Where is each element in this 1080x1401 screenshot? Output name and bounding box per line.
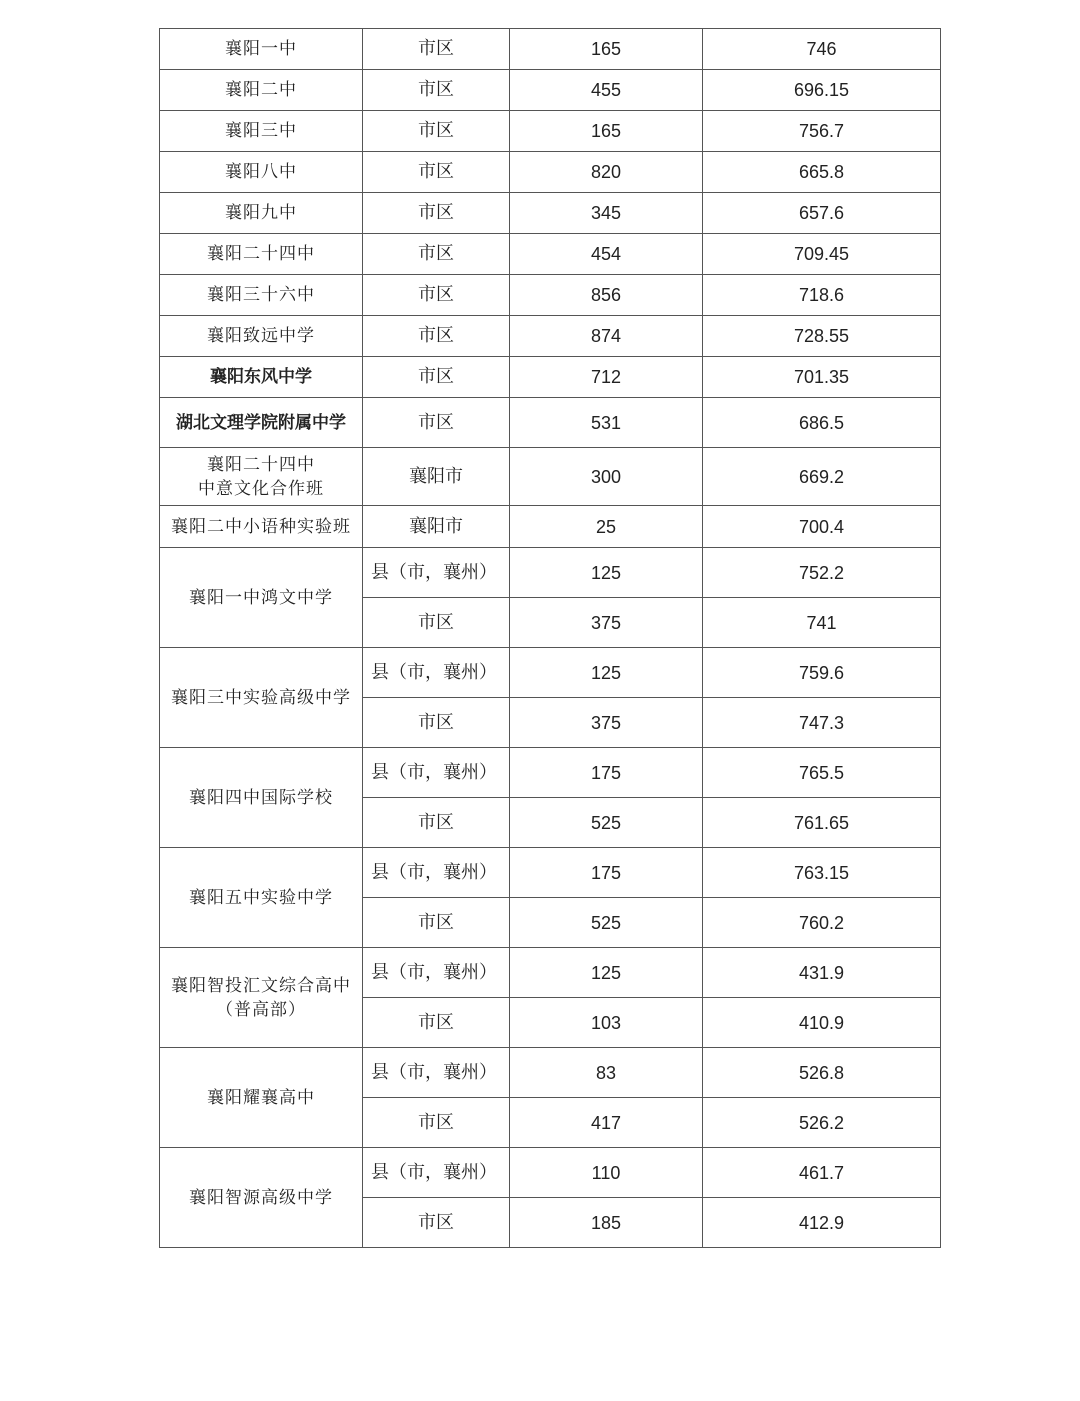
score-cell: 412.9: [703, 1198, 941, 1248]
area-cell: 市区: [363, 998, 510, 1048]
score-cell: 526.8: [703, 1048, 941, 1098]
table-row: [160, 1048, 941, 1098]
area-cell: 市区: [363, 398, 510, 448]
quota-cell: 125: [510, 948, 703, 998]
score-cell: 756.7: [703, 111, 941, 152]
school-name-cell: 襄阳一中鸿文中学: [160, 548, 363, 648]
school-name-cell: 襄阳八中: [160, 152, 363, 193]
table-row: [160, 648, 941, 698]
area-cell: 县（市，襄州）: [363, 1048, 510, 1098]
score-cell: 410.9: [703, 998, 941, 1048]
table-row: [160, 548, 941, 598]
table-row: [160, 357, 941, 398]
score-cell: 760.2: [703, 898, 941, 948]
score-cell: 752.2: [703, 548, 941, 598]
score-cell: 665.8: [703, 152, 941, 193]
quota-cell: 417: [510, 1098, 703, 1148]
school-name-cell: [160, 448, 363, 506]
school-name-line: 襄阳二十四中: [207, 454, 315, 475]
area-cell: 县（市，襄州）: [363, 548, 510, 598]
score-cell: 657.6: [703, 193, 941, 234]
table-row: [160, 70, 941, 111]
score-cell: 700.4: [703, 506, 941, 548]
area-cell: 县（市，襄州）: [363, 948, 510, 998]
score-cell: 765.5: [703, 748, 941, 798]
school-name-cell: 襄阳致远中学: [160, 316, 363, 357]
table-row: [160, 1148, 941, 1198]
school-name-cell: 襄阳智源高级中学: [160, 1148, 363, 1248]
quota-cell: 525: [510, 898, 703, 948]
table-row: [160, 234, 941, 275]
quota-cell: 175: [510, 848, 703, 898]
area-cell: 市区: [363, 70, 510, 111]
score-cell: 686.5: [703, 398, 941, 448]
school-name-line: 襄阳智投汇文综合高中: [171, 975, 351, 996]
quota-cell: 110: [510, 1148, 703, 1198]
quota-cell: 454: [510, 234, 703, 275]
table-row: [160, 316, 941, 357]
quota-cell: 525: [510, 798, 703, 848]
score-cell: 759.6: [703, 648, 941, 698]
school-name-cell: 襄阳东风中学: [160, 357, 363, 398]
area-cell: 市区: [363, 898, 510, 948]
table-row: [160, 848, 941, 898]
school-name-cell: 襄阳九中: [160, 193, 363, 234]
area-cell: 市区: [363, 698, 510, 748]
area-cell: 县（市，襄州）: [363, 1148, 510, 1198]
table-row: [160, 152, 941, 193]
area-cell: 市区: [363, 234, 510, 275]
area-cell: 县（市，襄州）: [363, 648, 510, 698]
school-name-cell: 湖北文理学院附属中学: [160, 398, 363, 448]
area-cell: 市区: [363, 357, 510, 398]
school-name-cell: 襄阳五中实验中学: [160, 848, 363, 948]
area-cell: 市区: [363, 316, 510, 357]
school-name-cell: 襄阳三中实验高级中学: [160, 648, 363, 748]
quota-cell: 103: [510, 998, 703, 1048]
school-name-line: 中意文化合作班: [198, 478, 324, 499]
quota-cell: 83: [510, 1048, 703, 1098]
score-cell: 718.6: [703, 275, 941, 316]
score-cell: 763.15: [703, 848, 941, 898]
score-cell: 526.2: [703, 1098, 941, 1148]
area-cell: 县（市，襄州）: [363, 848, 510, 898]
score-cell: 431.9: [703, 948, 941, 998]
quota-cell: 820: [510, 152, 703, 193]
admission-table: [159, 28, 941, 1248]
school-name-cell: 襄阳二中: [160, 70, 363, 111]
area-cell: 市区: [363, 29, 510, 70]
quota-cell: 874: [510, 316, 703, 357]
table-row: [160, 275, 941, 316]
quota-cell: 375: [510, 698, 703, 748]
area-cell: 市区: [363, 152, 510, 193]
school-name-cell: 襄阳二十四中: [160, 234, 363, 275]
area-cell: 市区: [363, 1098, 510, 1148]
school-name-cell: 襄阳二中小语种实验班: [160, 506, 363, 548]
area-cell: 襄阳市: [363, 506, 510, 548]
score-cell: 728.55: [703, 316, 941, 357]
quota-cell: 712: [510, 357, 703, 398]
area-cell: 县（市，襄州）: [363, 748, 510, 798]
school-name-line: （普高部）: [216, 999, 306, 1020]
quota-cell: 165: [510, 29, 703, 70]
quota-cell: 125: [510, 548, 703, 598]
score-cell: 669.2: [703, 448, 941, 506]
table-row: [160, 748, 941, 798]
table-row: [160, 448, 941, 506]
quota-cell: 125: [510, 648, 703, 698]
area-cell: 市区: [363, 193, 510, 234]
quota-cell: 856: [510, 275, 703, 316]
quota-cell: 531: [510, 398, 703, 448]
score-cell: 746: [703, 29, 941, 70]
score-cell: 696.15: [703, 70, 941, 111]
table-row: [160, 193, 941, 234]
school-name-cell: 襄阳四中国际学校: [160, 748, 363, 848]
score-cell: 461.7: [703, 1148, 941, 1198]
quota-cell: 25: [510, 506, 703, 548]
quota-cell: 300: [510, 448, 703, 506]
table-body: [160, 29, 941, 1248]
quota-cell: 455: [510, 70, 703, 111]
quota-cell: 375: [510, 598, 703, 648]
area-cell: 市区: [363, 111, 510, 152]
score-cell: 701.35: [703, 357, 941, 398]
table-row: [160, 948, 941, 998]
area-cell: 市区: [363, 1198, 510, 1248]
school-name-cell: 襄阳耀襄高中: [160, 1048, 363, 1148]
table-row: [160, 398, 941, 448]
school-name-cell: 襄阳三中: [160, 111, 363, 152]
score-cell: 741: [703, 598, 941, 648]
school-name-cell: 襄阳三十六中: [160, 275, 363, 316]
quota-cell: 345: [510, 193, 703, 234]
school-name-cell: 襄阳一中: [160, 29, 363, 70]
quota-cell: 175: [510, 748, 703, 798]
table-row: [160, 111, 941, 152]
score-cell: 761.65: [703, 798, 941, 848]
area-cell: 襄阳市: [363, 448, 510, 506]
area-cell: 市区: [363, 275, 510, 316]
school-name-cell: [160, 948, 363, 1048]
quota-cell: 165: [510, 111, 703, 152]
score-cell: 709.45: [703, 234, 941, 275]
table-row: [160, 506, 941, 548]
quota-cell: 185: [510, 1198, 703, 1248]
score-cell: 747.3: [703, 698, 941, 748]
area-cell: 市区: [363, 798, 510, 848]
table-row: [160, 29, 941, 70]
area-cell: 市区: [363, 598, 510, 648]
